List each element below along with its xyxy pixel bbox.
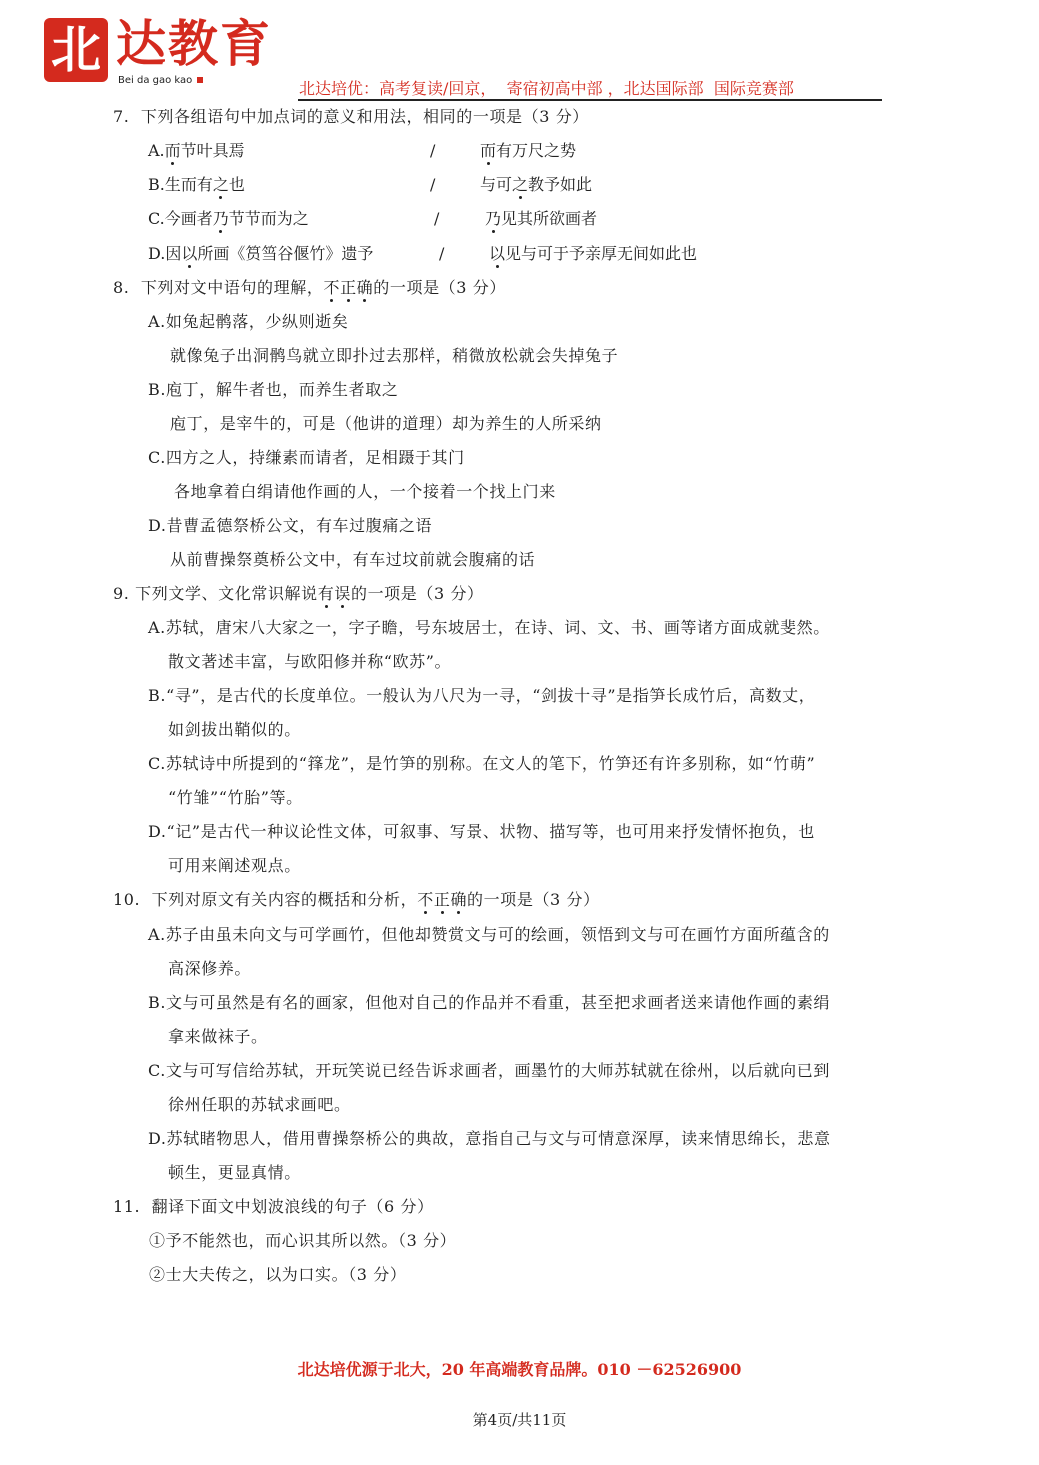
q8-option-a-translation: 就像兔子出洞鹘鸟就立即扑过去那样，稍微放松就会失掉兔子 xyxy=(170,346,619,365)
q9-stem: 9. 下列文学、文化常识解说有误的一项是（3 分） xyxy=(113,584,484,603)
q7-option-a-right: 而有万尺之势 xyxy=(480,141,577,160)
q10-option-b-cont: 拿来做袜子。 xyxy=(168,1027,268,1046)
q7-option-b-left: B.生而有之也 xyxy=(148,175,245,194)
q9-option-d-cont: 可用来阐述观点。 xyxy=(168,856,301,875)
q8-option-c-translation: 各地拿着白绢请他作画的人，一个接着一个找上门来 xyxy=(174,482,556,501)
q7-stem: 7. 下列各组语句中加点词的意义和用法，相同的一项是（3 分） xyxy=(113,107,589,126)
page-number: 第4页/共11页 xyxy=(472,1411,567,1429)
q7-option-a-left: A.而节叶具焉 xyxy=(148,141,245,160)
q7-option-c-separator: / xyxy=(434,209,440,228)
q7-option-c-left: C.今画者乃节节而为之 xyxy=(148,209,309,228)
q7-option-d-right: 以见与可于予亲厚无间如此也 xyxy=(489,244,698,263)
q9-option-d: D.“记”是古代一种议论性文体，可叙事、写景、状物、描写等，也可用来抒发情怀抱负，也 xyxy=(148,822,815,841)
q7-option-d-separator: / xyxy=(439,244,445,263)
q10-option-d: D.苏轼睹物思人，借用曹操祭桥公的典故，意指自己与文与可情意深厚，读来情思绵长，悲意 xyxy=(148,1129,831,1148)
header-slogan: 北达培优：高考复读/回京， 寄宿初高中部 ，北达国际部 国际竞赛部 xyxy=(299,79,794,98)
q9-option-a-cont: 散文著述丰富，与欧阳修并称“欧苏”。 xyxy=(168,652,452,671)
logo-dot-icon xyxy=(197,77,203,83)
q11-sentence-1: ①予不能然也，而心识其所以然。（3 分） xyxy=(149,1231,457,1250)
q10-option-c-cont: 徐州任职的苏轼求画吧。 xyxy=(168,1095,351,1114)
q10-option-c: C.文与可写信给苏轼，开玩笑说已经告诉求画者，画墨竹的大师苏轼就在徐州，以后就向已到 xyxy=(148,1061,830,1080)
q8-option-d-translation: 从前曹操祭奠桥公文中，有车过坟前就会腹痛的话 xyxy=(170,550,536,569)
q7-option-b-right: 与可之教予如此 xyxy=(480,175,593,194)
q7-option-a-separator: / xyxy=(430,141,436,160)
footer-advertisement: 北达培优源于北大，20 年高端教育品牌。010 －62526900 xyxy=(297,1360,742,1379)
q8-option-b: B.庖丁，解牛者也，而养生者取之 xyxy=(148,380,399,399)
logo-name: 达教育 xyxy=(116,14,272,73)
header-divider xyxy=(298,99,882,101)
logo-glyph: 北 xyxy=(51,21,101,79)
q9-option-c: C.苏轼诗中所提到的“箨龙”，是竹笋的别称。在文人的笔下，竹笋还有许多别称，如“竹萌” xyxy=(148,754,816,773)
q9-option-a: A.苏轼，唐宋八大家之一，字子瞻，号东坡居士，在诗、词、文、书、画等诸方面成就斐然。 xyxy=(148,618,830,637)
q7-option-b-separator: / xyxy=(430,175,436,194)
q10-option-b: B.文与可虽然是有名的画家，但他对自己的作品并不看重，甚至把求画者送来请他作画的素绢 xyxy=(148,993,831,1012)
q9-option-b: B.“寻”，是古代的长度单位。一般认为八尺为一寻，“剑拔十寻”是指笋长成竹后，高数丈， xyxy=(148,686,816,705)
q8-option-d: D.昔曹孟德祭桥公文，有车过腹痛之语 xyxy=(148,516,433,535)
q10-option-a-cont: 高深修养。 xyxy=(168,959,252,978)
logo-mark xyxy=(44,18,108,82)
logo-pinyin: Bei da gao kao xyxy=(118,75,203,86)
q10-option-a: A.苏子由虽未向文与可学画竹，但他却赞赏文与可的绘画，领悟到文与可在画竹方面所蕴含的 xyxy=(148,925,830,944)
q11-sentence-2: ②士大夫传之，以为口实。（3 分） xyxy=(149,1265,407,1284)
q7-option-d-left: D.因以所画《筼筜谷偃竹》遗予 xyxy=(148,244,374,263)
q8-stem: 8. 下列对文中语句的理解，不正确的一项是（3 分） xyxy=(113,278,506,297)
q8-option-c: C.四方之人，持缣素而请者，足相蹑于其门 xyxy=(148,448,465,467)
q10-option-d-cont: 顿生，更显真情。 xyxy=(168,1163,301,1182)
q9-option-c-cont: “竹雏”“竹胎”等。 xyxy=(168,788,303,807)
q11-stem: 11. 翻译下面文中划波浪线的句子（6 分） xyxy=(113,1197,434,1216)
q8-option-b-translation: 庖丁，是宰牛的，可是（他讲的道理）却为养生的人所采纳 xyxy=(170,414,602,433)
q9-option-b-cont: 如剑拔出鞘似的。 xyxy=(168,720,301,739)
q8-option-a: A.如兔起鹘落，少纵则逝矣 xyxy=(148,312,349,331)
q10-stem: 10. 下列对原文有关内容的概括和分析，不正确的一项是（3 分） xyxy=(113,890,600,909)
q7-option-c-right: 乃见其所欲画者 xyxy=(485,209,598,228)
